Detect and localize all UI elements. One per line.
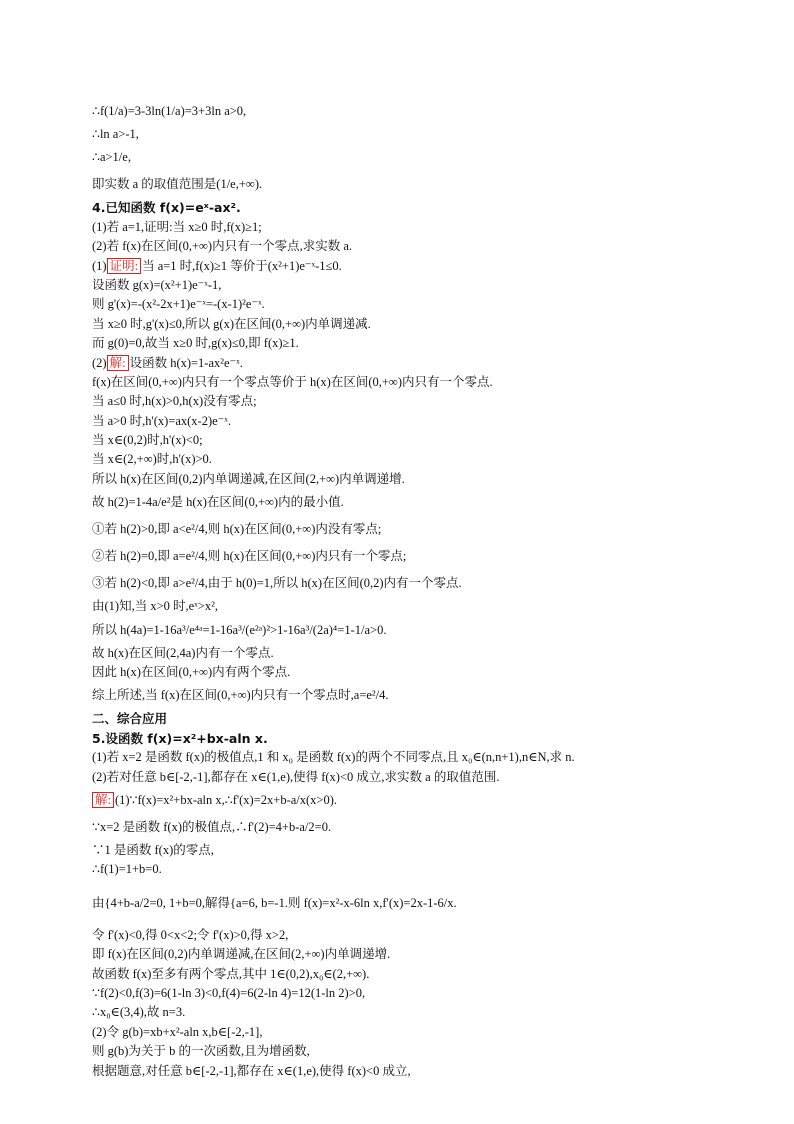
text-line [92,516,732,543]
line-text: 令 f'(x)<0,得 0<x<2;令 f'(x)>0,得 x>2, [92,927,289,942]
line-text: (2)令 g(b)=xb+x²-aln x,b∈[-2,-1], [92,1024,263,1039]
text-line [92,392,732,411]
line-text: ∴a>1/e, [92,150,131,165]
line-text: 故函数 f(x)至多有两个零点,其中 1∈(0,2),x₀∈(2,+∞). [92,966,370,981]
line-text: 当 x∈(2,+∞)时,h'(x)>0. [92,452,212,467]
line-text: 故 h(2)=1-4a/e²是 h(x)在区间(0,+∞)内的最小值. [92,495,344,510]
text-line [92,984,732,1003]
text-line [92,1042,732,1061]
text-line [92,237,732,256]
text-line [92,470,732,489]
text-line [92,373,732,392]
line-text: ∵1 是函数 f(x)的零点, [92,842,214,857]
line-text: ②若 h(2)=0,即 a=e²/4,则 h(x)在区间(0,+∞)内只有一个零点; [92,549,407,564]
answer-tag: 证明: [107,258,141,274]
text-line [92,841,732,860]
line-text: (1)若 x=2 是函数 f(x)的极值点,1 和 x₀ 是函数 f(x)的两个不同零点,且 x₀∈(n,n+1),n∈N,求 n. [92,750,575,765]
document-page [92,98,732,1081]
text-line [92,125,732,144]
line-text: 故 h(x)在区间(2,4a)内有一个零点. [92,645,274,660]
text-line [92,543,732,570]
text-line [92,860,732,879]
line-text: ∵x=2 是函数 f(x)的极值点,∴f'(2)=4+b-a/2=0. [92,819,332,834]
text-line [92,945,732,964]
line-text: 即 f(x)在区间(0,2)内单调递减,在区间(2,+∞)内单调递增. [92,947,391,962]
answer-tag: 解: [107,355,129,371]
line-text: f(x)在区间(0,+∞)内只有一个零点等价于 h(x)在区间(0,+∞)内只有一个零点. [92,374,493,389]
text-line [92,570,732,597]
text-line [92,768,732,787]
line-text: ∴ln a>-1, [92,127,139,141]
text-line [92,144,732,171]
line-text: 设函数 g(x)=(x²+1)e⁻ˣ-1, [92,277,222,292]
text-line [92,334,732,353]
line-text: ∴f(1/a)=3-3ln(1/a)=3+3ln a>0, [92,104,247,118]
line-text: 设函数 h(x)=1-ax²e⁻ˣ. [129,355,243,370]
text-line [92,1003,732,1022]
line-text: 当 a=1 时,f(x)≥1 等价于(x²+1)e⁻ˣ-1≤0. [142,258,342,273]
line-text: 则 g'(x)=-(x²-2x+1)e⁻ˣ=-(x-1)²e⁻ˣ. [92,297,265,312]
line-text: ∴x₀∈(3,4),故 n=3. [92,1005,186,1020]
line-text: 4.已知函数 f(x)=eˣ-ax². [92,200,241,216]
text-line [92,663,732,682]
line-text: 5.设函数 f(x)=x²+bx-aln x. [92,730,268,746]
line-text: 根据题意,对任意 b∈[-2,-1],都存在 x∈(1,e),使得 f(x)<0 成立, [92,1063,411,1078]
text-line [92,617,732,644]
line-text: 所以 h(x)在区间(0,2)内单调递减,在区间(2,+∞)内单调递增. [92,471,405,486]
text-line [92,1023,732,1042]
text-line [92,276,732,295]
line-text: 则 g(b)为关于 b 的一次函数,且为增函数, [92,1044,310,1059]
line-text: ∵f(2)<0,f(3)=6(1-ln 3)<0,f(4)=6(2-ln 4)=12(1-ln 2)>0, [92,985,366,1000]
line-text: 因此 h(x)在区间(0,+∞)内有两个零点. [92,665,291,680]
line-text: 综上所述,当 f(x)在区间(0,+∞)内只有一个零点时,a=e²/4. [92,688,389,703]
text-line [92,709,732,728]
line-text: ①若 h(2)>0,即 a<e²/4,则 h(x)在区间(0,+∞)内没有零点; [92,522,382,537]
text-line [92,597,732,616]
text-line [92,787,732,814]
text-line [92,218,732,237]
text-line [92,682,732,709]
text-line [92,450,732,469]
line-prefix: (1) [92,258,107,273]
line-text: (2)若对任意 b∈[-2,-1],都存在 x∈(1,e),使得 f(x)<0 成立,求实数 a 的取值范围. [92,769,500,784]
text-line [92,412,732,431]
text-line [92,880,732,926]
line-text: 二、综合应用 [92,711,168,727]
line-text: ∴f(1)=1+b=0. [92,862,162,877]
text-line [92,198,732,217]
text-line [92,748,732,767]
line-text: (2)若 f(x)在区间(0,+∞)内只有一个零点,求实数 a. [92,239,353,254]
text-line [92,644,732,663]
text-line [92,354,732,373]
text-line [92,98,732,125]
line-text: 当 a≤0 时,h(x)>0,h(x)没有零点; [92,394,257,409]
text-line [92,257,732,276]
line-prefix: (2) [92,355,107,370]
answer-tag: 解: [92,792,114,808]
line-text: (1)若 a=1,证明:当 x≥0 时,f(x)≥1; [92,219,262,234]
text-line [92,171,732,198]
text-line [92,729,732,748]
text-line [92,814,732,841]
text-line [92,489,732,516]
text-line [92,315,732,334]
line-text: ③若 h(2)<0,即 a>e²/4,由于 h(0)=1,所以 h(x)在区间(0,2)内有一个零点. [92,576,462,591]
text-line [92,926,732,945]
text-line [92,431,732,450]
line-text: 即实数 a 的取值范围是(1/e,+∞). [92,177,263,192]
line-text: 当 x∈(0,2)时,h'(x)<0; [92,433,203,448]
text-line [92,295,732,314]
text-line [92,965,732,984]
text-line [92,1062,732,1081]
line-text: 而 g(0)=0,故当 x≥0 时,g(x)≤0,即 f(x)≥1. [92,336,299,351]
line-text: 由(1)知,当 x>0 时,eˣ>x², [92,599,218,614]
line-text: 当 a>0 时,h'(x)=ax(x-2)e⁻ˣ. [92,413,232,428]
line-text: 当 x≥0 时,g'(x)≤0,所以 g(x)在区间(0,+∞)内单调递减. [92,316,371,331]
line-text: 所以 h(4a)=1-16a³/e⁴ᵃ=1-16a³/(e²ᵃ)²>1-16a³/(2a)⁴=1-1/a>0. [92,622,387,637]
line-text: 由{4+b-a/2=0, 1+b=0,解得{a=6, b=-1.则 f(x)=x²-x-6ln x,f'(x)=2x-1-6/x. [92,895,457,910]
line-text: (1)∵f(x)=x²+bx-aln x,∴f'(x)=2x+b-a/x(x>0). [114,792,338,807]
